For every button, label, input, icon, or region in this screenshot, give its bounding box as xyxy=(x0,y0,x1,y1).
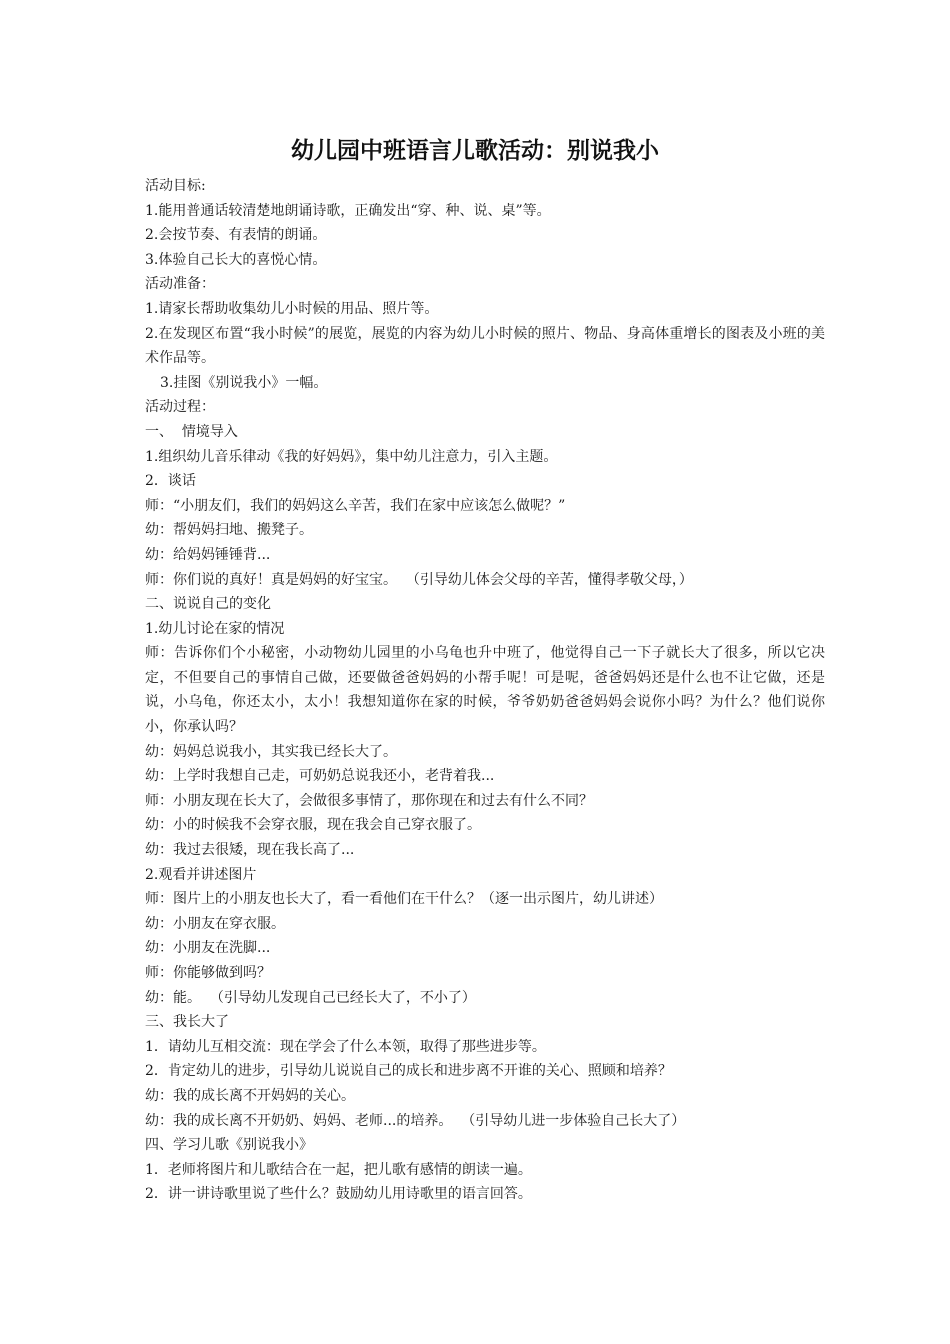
paragraph: 2.观看并讲述图片 xyxy=(145,866,257,883)
dialogue-line: 幼：小朋友在穿衣服。 xyxy=(145,915,285,932)
paragraph: 1.幼儿讨论在家的情况 xyxy=(145,620,285,637)
dialogue-line: 师：你能够做到吗？ xyxy=(145,965,271,981)
paragraph: 1.能用普通话较清楚地朗诵诗歌，正确发出“穿、种、说、桌”等。 xyxy=(145,202,551,219)
paragraph: 3.挂图《别说我小》一幅。 xyxy=(160,374,328,391)
dialogue-line: 师：图片上的小朋友也长大了，看一看他们在干什么？（逐一出示图片，幼儿讲述） xyxy=(145,891,663,908)
dialogue-line: 师：告诉你们个小秘密，小动物幼儿园里的小乌龟也升中班了，他觉得自己一下子就长大了很多，所以它决定，不但要自己的事情自己做，还要做爸爸妈妈的小帮手呢！可是呢，爸爸妈妈还是什么也不让它做，还是说，小乌龟，你还太小，太小！我想知道你在家的时候，爷爷奶奶爸爸妈妈会说你小吗？为什么？他们说你小，你承认吗？ xyxy=(145,645,825,736)
dialogue-line: 幼：给妈妈锤锤背... xyxy=(145,546,271,563)
paragraph: 1．老师将图片和儿歌结合在一起，把儿歌有感情的朗读一遍。 xyxy=(145,1161,532,1178)
paragraph: 3.体验自己长大的喜悦心情。 xyxy=(145,251,327,268)
paragraph: 2．谈话 xyxy=(145,473,196,490)
dialogue-line: 幼：小朋友在洗脚... xyxy=(145,940,271,957)
subsection-heading: 二、说说自己的变化 xyxy=(145,596,271,613)
paragraph: 1.组织幼儿音乐律动《我的好妈妈》，集中幼儿注意力，引入主题。 xyxy=(145,448,558,465)
dialogue-line: 幼：小的时候我不会穿衣服，现在我会自己穿衣服了。 xyxy=(145,817,481,834)
document-body xyxy=(145,174,825,1207)
paragraph: 2.会按节奏、有表情的朗诵。 xyxy=(145,227,327,244)
dialogue-line: 幼：我的成长离不开妈妈的关心。 xyxy=(145,1087,355,1104)
subsection-heading: 三、我长大了 xyxy=(145,1014,229,1031)
section-heading-process: 活动过程： xyxy=(145,399,215,416)
dialogue-line: 幼：上学时我想自己走，可奶奶总说我还小，老背着我... xyxy=(145,768,495,785)
section-heading-goals: 活动目标: xyxy=(145,178,206,194)
dialogue-line: 幼：我过去很矮，现在我长高了... xyxy=(145,842,355,859)
document-title: 幼儿园中班语言儿歌活动：别说我小 xyxy=(291,138,659,164)
dialogue-line: 幼：帮妈妈扫地、搬凳子。 xyxy=(145,522,313,539)
dialogue-line: 幼：我的成长离不开奶奶、妈妈、老师...的培养。 （引导幼儿进一步体验自己长大了） xyxy=(145,1112,686,1129)
subsection-heading: 四、学习儿歌《别说我小》 xyxy=(145,1137,313,1154)
paragraph: 2．讲一讲诗歌里说了些什么？鼓励幼儿用诗歌里的语言回答。 xyxy=(145,1186,532,1203)
paragraph: 2.在发现区布置“我小时候”的展览，展览的内容为幼儿小时候的照片、物品、身高体重增长的图表及小班的美术作品等。 xyxy=(145,325,825,367)
dialogue-line: 师：小朋友现在长大了，会做很多事情了，那你现在和过去有什么不同？ xyxy=(145,792,593,809)
dialogue-line: 师：你们说的真好！真是妈妈的好宝宝。 （引导幼儿体会父母的辛苦，懂得孝敬父母，） xyxy=(145,571,693,588)
dialogue-line: 师：“小朋友们，我们的妈妈这么辛苦，我们在家中应该怎么做呢？” xyxy=(145,497,566,514)
section-heading-preparation: 活动准备： xyxy=(145,276,215,293)
paragraph: 1．请幼儿互相交流：现在学会了什么本领，取得了那些进步等。 xyxy=(145,1038,546,1055)
paragraph: 1.请家长帮助收集幼儿小时候的用品、照片等。 xyxy=(145,300,439,317)
paragraph: 2．肯定幼儿的进步，引导幼儿说说自己的成长和进步离不开谁的关心、照顾和培养？ xyxy=(145,1063,672,1080)
dialogue-line: 幼：妈妈总说我小，其实我已经长大了。 xyxy=(145,743,397,760)
dialogue-line: 幼：能。 （引导幼儿发现自己已经长大了，不小了） xyxy=(145,989,476,1006)
subsection-heading: 一、 情境导入 xyxy=(145,423,238,440)
